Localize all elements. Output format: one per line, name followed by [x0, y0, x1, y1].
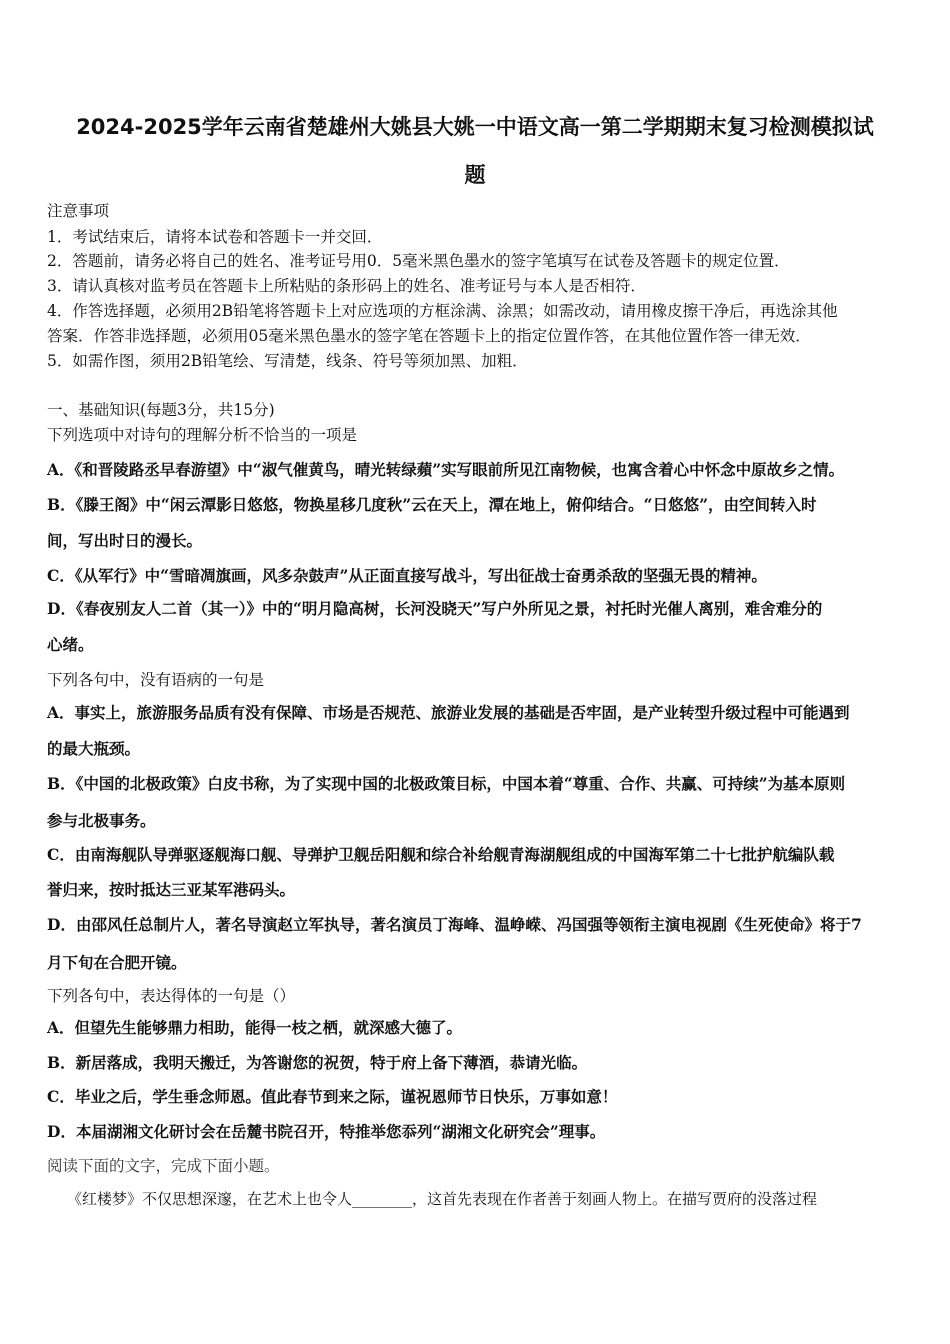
- option-line: D．本届湖湘文化研讨会在岳麓书院召开，特推举您忝列“湖湘文化研究会”理事。: [47, 1122, 606, 1141]
- notice-item: 1．考试结束后，请将本试卷和答题卡一并交回．: [47, 228, 383, 246]
- option-line: D．《春夜别友人二首（其一）》中的“明月隐高树，长河没晓天”写户外所见之景，衬托时光催人离别，难舍难分的: [47, 599, 823, 618]
- option-line: A．《和晋陵路丞早春游望》中“淑气催黄鸟，晴光转绿蘋”实写眼前所见江南物候，也寓含着心中怀念中原故乡之情。: [47, 460, 845, 479]
- question-stem: 下列各句中，没有语病的一句是: [47, 671, 265, 689]
- option-line: B．《滕王阁》中“闲云潭影日悠悠，物换星移几度秋”云在天上，潭在地上，俯仰结合。“日悠悠”，由空间转入时: [47, 495, 817, 514]
- option-line: A．但望先生能够鼎力相助，能得一枝之栖，就深感大德了。: [47, 1018, 463, 1037]
- option-line: 间，写出时日的漫长。: [47, 531, 203, 550]
- notice-heading: 注意事项: [47, 202, 110, 220]
- notice-item: 5．如需作图，须用2B铅笔绘、写清楚，线条、符号等须加黑、加粗．: [47, 352, 528, 370]
- option-line: 的最大瓶颈。: [47, 739, 141, 758]
- notice-item: 答案．作答非选择题，必须用05毫米黑色墨水的签字笔在答题卡上的指定位置作答，在其他位置作答一律无效．: [47, 327, 811, 345]
- reading-instruction: 阅读下面的文字，完成下面小题。: [47, 1157, 280, 1175]
- reading-passage: 《红楼梦》不仅思想深邃，在艺术上也令人________，这首先表现在作者善于刻画人物上。在描写贾府的没落过程: [67, 1190, 818, 1208]
- option-line: C．毕业之后，学生垂念师恩。值此春节到来之际，谨祝恩师节日快乐，万事如意！: [47, 1087, 618, 1106]
- document-title-cont: 题: [464, 163, 486, 187]
- notice-item: 2．答题前，请务必将自己的姓名、准考证号用0．5毫米黑色墨水的签字笔填写在试卷及答题卡的规定位置．: [47, 252, 790, 270]
- option-line: 誉归来，按时抵达三亚某军港码头。: [47, 880, 296, 899]
- notice-item: 3．请认真核对监考员在答题卡上所粘贴的条形码上的姓名、准考证号与本人是否相符．: [47, 277, 646, 295]
- option-line: C．由南海舰队导弹驱逐舰海口舰、导弹护卫舰岳阳舰和综合补给舰青海湖舰组成的中国海军第二十七批护航编队载: [47, 845, 835, 864]
- section-heading: 一、基础知识(每题3分，共15分): [47, 401, 275, 419]
- document-title: 2024-2025学年云南省楚雄州大姚县大姚一中语文高一第二学期期末复习检测模拟试: [76, 115, 874, 139]
- option-line: A．事实上，旅游服务品质有没有保障、市场是否规范、旅游业发展的基础是否牢固，是产业转型升级过程中可能遇到: [47, 703, 850, 722]
- option-line: D．由邵风任总制片人，著名导演赵立军执导，著名演员丁海峰、温峥嵘、冯国强等领衔主演电视剧《生死使命》将于7: [47, 915, 862, 934]
- question-stem: 下列选项中对诗句的理解分析不恰当的一项是: [47, 426, 358, 444]
- option-line: 月下旬在合肥开镜。: [47, 953, 187, 972]
- notice-item: 4．作答选择题，必须用2B铅笔将答题卡上对应选项的方框涂满、涂黑；如需改动，请用橡皮擦干净后，再选涂其他: [47, 302, 838, 320]
- option-line: 参与北极事务。: [47, 811, 156, 830]
- option-line: B．新居落成，我明天搬迁，为答谢您的祝贺，特于府上备下薄酒，恭请光临。: [47, 1053, 588, 1072]
- option-line: C．《从军行》中“雪暗凋旗画，风多杂鼓声”从正面直接写战斗，写出征战士奋勇杀敌的坚强无畏的精神。: [47, 566, 767, 585]
- question-stem: 下列各句中，表达得体的一句是（）: [47, 987, 296, 1005]
- option-line: B．《中国的北极政策》白皮书称，为了实现中国的北极政策目标，中国本着“尊重、合作、共赢、可持续”为基本原则: [47, 774, 846, 793]
- option-line: 心绪。: [47, 635, 94, 654]
